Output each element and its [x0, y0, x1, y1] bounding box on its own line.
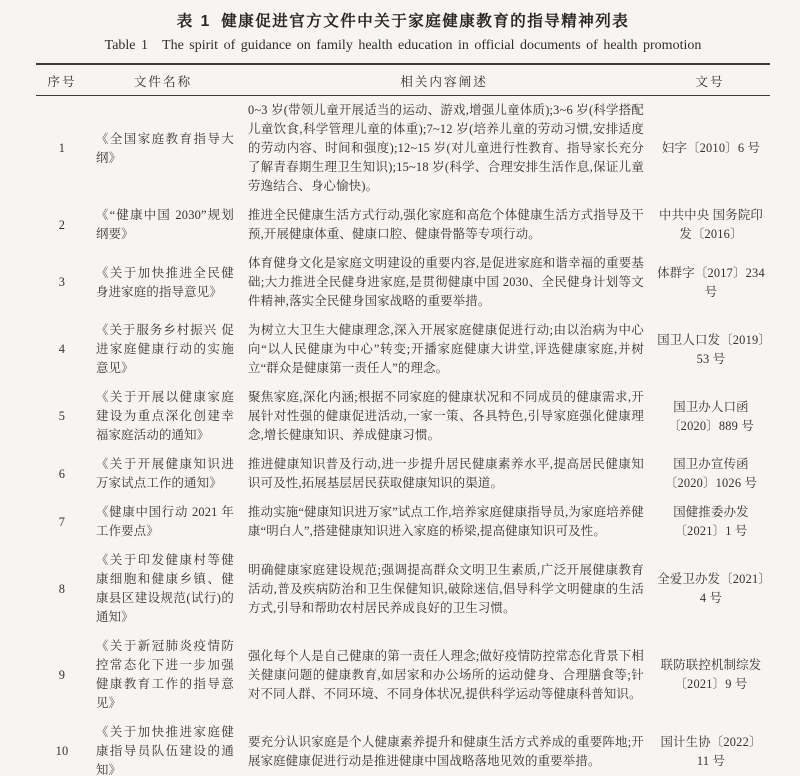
table-row [36, 498, 770, 546]
document-number: 国卫办人口函〔2020〕889 号 [668, 399, 754, 433]
table-row [36, 96, 770, 202]
document-number: 妇字〔2010〕6 号 [661, 141, 761, 155]
document-name: 《关于加快推进家庭健康指导员队伍建设的通知》 [96, 725, 234, 776]
table-row [36, 316, 770, 383]
content-description: 为树立大卫生大健康理念,深入开展家庭健康促进行动;由以治病为中心向“以人民健康为中心”转变;开播家庭健康大讲堂,评选健康家庭,并树立“群众是健康第一责任人”的理念。 [248, 323, 644, 375]
content-description: 0~3 岁(带领儿童开展适当的运动、游戏,增强儿童体质);3~6 岁(科学搭配儿童饮食,科学管理儿童的体重);7~12 岁(培养儿童的劳动习惯,安排适度的劳动内容、时间和强度);12~15 岁(对儿童进行性教育、指导家长充分了解青春期生理卫生知识);15~18 岁(科学、合理安排生活作息,保证儿童劳逸结合、身心愉快)。 [248, 103, 644, 193]
content-description: 推进全民健康生活方式行动,强化家庭和高危个体健康生活方式指导及干预,开展健康体重、健康口腔、健康骨骼等专项行动。 [248, 208, 644, 241]
content-description: 聚焦家庭,深化内涵;根据不同家庭的健康状况和不同成员的健康需求,开展针对性强的健康促进活动,一家一策、各具特色,引导家庭强化健康理念,增长健康知识、养成健康习惯。 [248, 390, 644, 442]
content-description: 推进健康知识普及行动,进一步提升居民健康素养水平,提高居民健康知识可及性,拓展基层居民获取健康知识的渠道。 [248, 457, 644, 490]
document-name: 《健康中国行动 2021 年工作要点》 [96, 505, 234, 538]
content-description: 体育健身文化是家庭文明建设的重要内容,是促进家庭和谐幸福的重要基础;大力推进全民健身进家庭,是贯彻健康中国 2030、全民健身计划等文件精神,落实全民健身国家战略的重要举措。 [248, 256, 644, 308]
content-description: 要充分认识家庭是个人健康素养提升和健康生活方式养成的重要阵地;开展家庭健康促进行动是推进健康中国战略落地见效的重要举措。 [248, 734, 644, 768]
content-description: 强化每个人是自己健康的第一责任人理念;做好疫情防控常态化背景下相关健康问题的健康教育,如居家和办公场所的运动健身、合理膳食等;针对不同人群、不同环境、不同身体状况,提供科学运动等健康科普知识。 [248, 648, 644, 701]
table-row [36, 249, 770, 316]
document-number: 国计生协〔2022〕11 号 [660, 734, 762, 768]
table-number-en: Table 1 [104, 38, 149, 53]
document-name: 《关于开展以健康家庭建设为重点深化创建幸福家庭活动的通知》 [96, 390, 234, 442]
table-title-text-zh: 健康促进官方文件中关于家庭健康教育的指导精神列表 [221, 13, 630, 30]
content-description: 明确健康家庭建设规范;强调提高群众文明卫生素质,广泛开展健康教育活动,普及疾病防治和卫生保健知识,破除迷信,倡导科学文明健康的生活方式,引导和帮助农村居民养成良好的卫生习惯。 [248, 562, 644, 615]
document-number: 联防联控机制综发〔2021〕9 号 [660, 658, 762, 691]
table-title-en [36, 38, 770, 54]
row-serial: 9 [58, 667, 66, 682]
content-description: 推动实施“健康知识进万家”试点工作,培养家庭健康指导员,为家庭培养健康“明白人”,搭建健康知识进入家庭的桥梁,提高健康知识可及性。 [248, 505, 644, 538]
table-title-zh [36, 9, 770, 31]
table-row [36, 383, 770, 450]
document-name: 《“健康中国 2030”规划纲要》 [96, 208, 234, 241]
header-row [36, 64, 770, 96]
document-number: 国卫办宣传函〔2020〕1026 号 [664, 457, 758, 490]
document-name: 《关于印发健康村等健康细胞和健康乡镇、健康县区建设规范(试行)的通知》 [96, 553, 234, 624]
row-serial: 3 [58, 275, 66, 289]
table-row [36, 718, 770, 776]
guidance-documents-table [36, 63, 770, 776]
header-content-description: 相关内容阐述 [238, 64, 650, 96]
row-serial: 7 [58, 514, 66, 529]
table-row [36, 632, 770, 718]
table-number-zh: 表 1 [176, 13, 212, 30]
header-document-number: 文号 [650, 64, 770, 96]
document-number: 国健推委办发〔2021〕1 号 [673, 505, 749, 538]
document-name: 《全国家庭教育指导大纲》 [96, 131, 234, 165]
row-serial: 6 [58, 466, 66, 481]
document-number: 中共中央 国务院印发〔2016〕 [658, 208, 764, 241]
row-serial: 8 [58, 581, 66, 596]
table-row [36, 201, 770, 249]
row-serial: 2 [58, 217, 66, 232]
header-serial-number: 序号 [36, 64, 88, 96]
row-serial: 1 [58, 141, 66, 155]
document-number: 国卫人口发〔2019〕53 号 [657, 332, 765, 366]
table-row [36, 450, 770, 498]
document-name: 《关于加快推进全民健身进家庭的指导意见》 [96, 265, 234, 299]
header-document-name: 文件名称 [88, 64, 238, 96]
document-number: 全爱卫办发〔2021〕4 号 [657, 572, 765, 605]
document-name: 《关于服务乡村振兴 促进家庭健康行动的实施意见》 [96, 323, 234, 375]
document-name: 《关于开展健康知识进万家试点工作的通知》 [96, 457, 234, 490]
document-name: 《关于新冠肺炎疫情防控常态化下进一步加强健康教育工作的指导意见》 [96, 639, 234, 710]
row-serial: 5 [58, 409, 66, 423]
table-row [36, 546, 770, 632]
table-title-text-en: The spirit of guidance on family health education in official documents of health promotion [162, 38, 702, 53]
document-number: 体群字〔2017〕234 号 [657, 265, 765, 299]
row-serial: 10 [55, 744, 69, 758]
row-serial: 4 [58, 342, 66, 356]
